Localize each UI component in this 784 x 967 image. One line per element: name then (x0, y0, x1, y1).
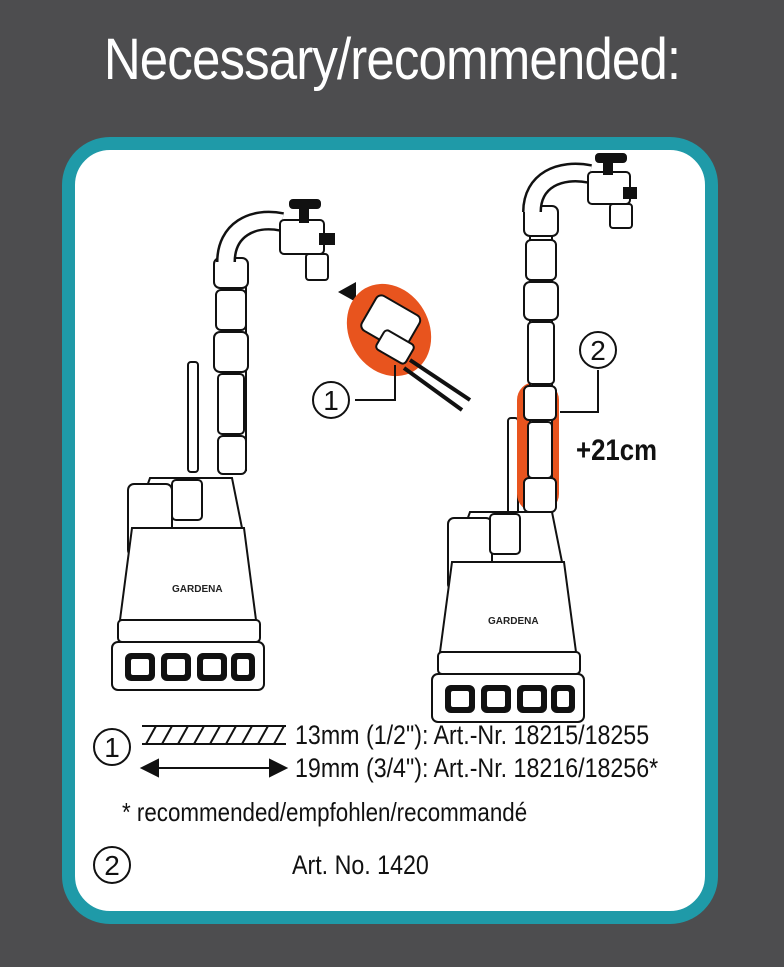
left-pump (112, 200, 334, 690)
legend-art-no: Art. No. 1420 (292, 850, 429, 880)
legend-footnote: * recommended/empfohlen/recommandé (122, 797, 528, 827)
right-pump-brand: GARDENA (488, 616, 539, 627)
legend-hose-19mm: 19mm (3/4"): Art.-Nr. 18216/18256* (295, 753, 659, 783)
callout-1-circle: 1 (312, 381, 350, 419)
legend-item-1-number: 1 (93, 728, 131, 766)
left-pump-brand: GARDENA (172, 584, 223, 595)
legend-item-2-number: 2 (93, 846, 131, 884)
hose-13mm-symbol (142, 726, 286, 744)
pointer-arrow (338, 282, 356, 302)
callout-2-circle: 2 (579, 331, 617, 369)
page-title: Necessary/recommended: (103, 27, 681, 92)
hose-19mm-symbol (142, 760, 286, 776)
extension-length-label: +21cm (576, 434, 658, 467)
legend-hose-13mm: 13mm (1/2"): Art.-Nr. 18215/18255 (295, 720, 650, 750)
